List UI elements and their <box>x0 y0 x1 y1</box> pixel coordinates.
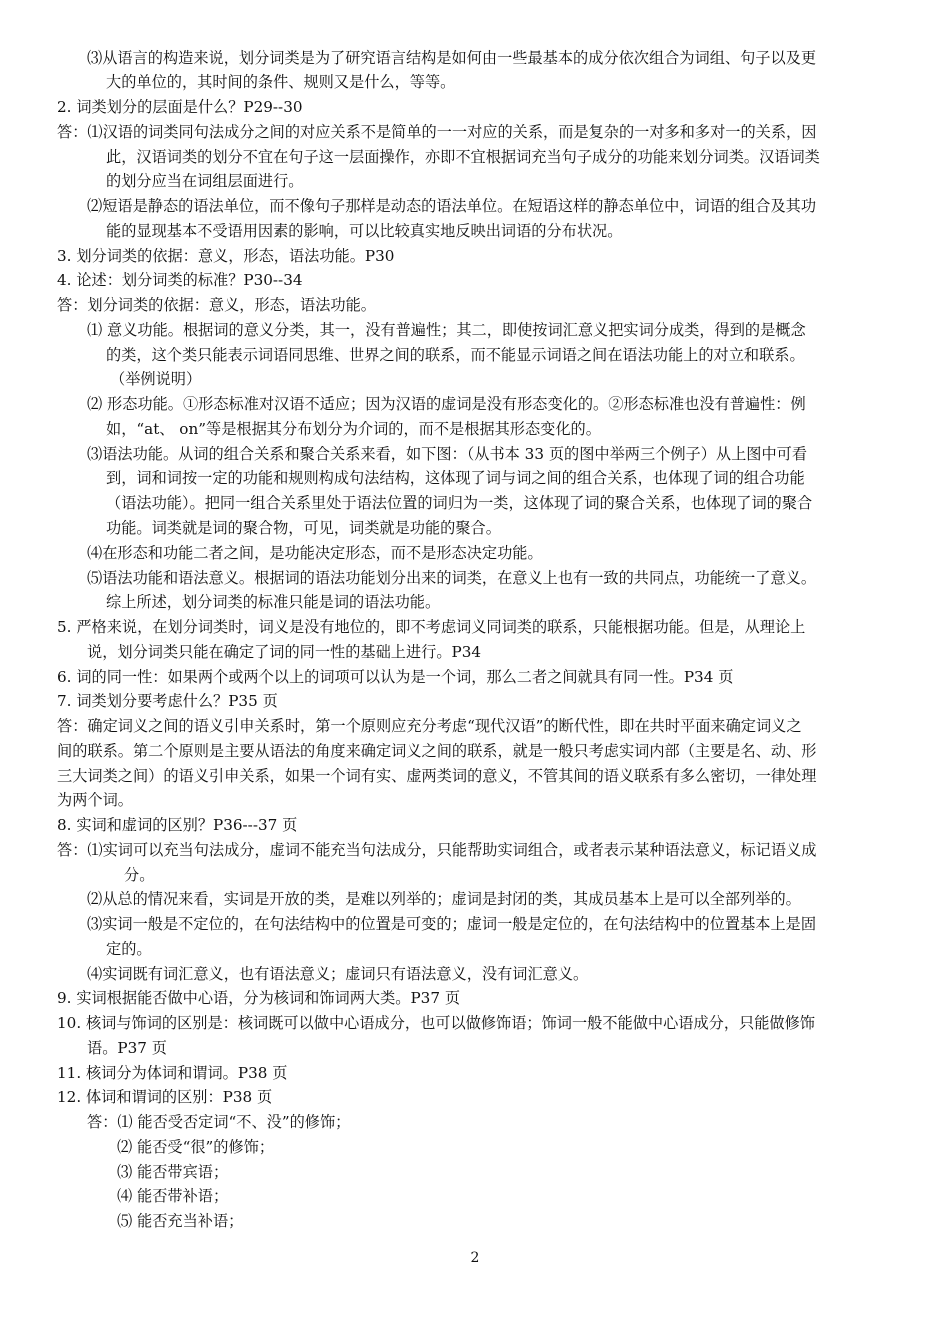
text-line: 能的显现基本不受语用因素的影响，可以比较真实地反映出词语的分布状况。 <box>106 222 623 240</box>
text-line: 三大词类之间）的语义引申关系，如果一个词有实、虚两类词的意义，不管其间的语义联系有多么密切，一律处理 <box>57 767 817 785</box>
text-line: 定的。 <box>106 940 152 958</box>
text-line: 分。 <box>124 866 155 884</box>
text-line: ⑸ 能否充当补语； <box>117 1212 244 1230</box>
text-line: 大的单位的，其时间的条件、规则又是什么，等等。 <box>106 73 456 91</box>
text-line: 间的联系。第二个原则是主要从语法的角度来确定词义之间的联系，就是一般只考虑实词内部（主要是名、动、形 <box>57 742 817 760</box>
text-line: 答：确定词义之间的语义引申关系时，第一个原则应充分考虑“现代汉语”的断代性，即在共时平面来确定词义之 <box>57 717 802 735</box>
text-line: ⑶语法功能。从词的组合关系和聚合关系来看，如下图：（从书本 33 页的图中举两三个例子）从上图中可看 <box>87 445 808 463</box>
text-line: ⑷实词既有词汇意义，也有语法意义；虚词只有语法意义，没有词汇意义。 <box>87 965 589 983</box>
text-line: 语。P37 页 <box>87 1039 167 1057</box>
text-line: ⑷ 能否带补语； <box>117 1187 229 1205</box>
text-line: 9. 实词根据能否做中心语，分为核词和饰词两大类。P37 页 <box>57 989 461 1007</box>
text-line: 10. 核词与饰词的区别是：核词既可以做中心语成分，也可以做修饰语；饰词一般不能做中心语成分，只能做修饰 <box>57 1014 815 1032</box>
text-line: 12. 体词和谓词的区别：P38 页 <box>57 1088 273 1106</box>
text-line: ⑸语法功能和语法意义。根据词的语法功能划分出来的词类，在意义上也有一致的共同点，功能统一了意义。 <box>87 569 816 587</box>
text-line: ⑶ 能否带宾语； <box>117 1163 229 1181</box>
text-line: 4. 论述：划分词类的标准？P30--34 <box>57 271 303 289</box>
text-line: ⑶从语言的构造来说，划分词类是为了研究语言结构是如何由一些最基本的成分依次组合为词组、句子以及更 <box>87 49 816 67</box>
text-line: 7. 词类划分要考虑什么？P35 页 <box>57 692 278 710</box>
text-line: 8. 实词和虚词的区别？P36---37 页 <box>57 816 298 834</box>
text-line: ⑵ 形态功能。①形态标准对汉语不适应；因为汉语的虚词是没有形态变化的。②形态标准也没有普遍性：例 <box>87 395 806 413</box>
text-line: ⑶实词一般是不定位的，在句法结构中的位置是可变的；虚词一般是定位的，在句法结构中的位置基本上是固 <box>87 915 816 933</box>
text-line: ⑴ 意义功能。根据词的意义分类，其一，没有普遍性；其二，即使按词汇意义把实词分成类，得到的是概念 <box>87 321 806 339</box>
text-line: 综上所述，划分词类的标准只能是词的语法功能。 <box>106 593 441 611</box>
text-line: 如，“at、 on”等是根据其分布划分为介词的，而不是根据其形态变化的。 <box>106 420 601 438</box>
text-line: 说，划分词类只能在确定了词的同一性的基础上进行。P34 <box>87 643 482 661</box>
text-line: 的类，这个类只能表示词语同思维、世界之间的联系，而不能显示词语之间在语法功能上的对立和联系。 <box>106 346 805 364</box>
text-line: 此，汉语词类的划分不宜在句子这一层面操作，亦即不宜根据词充当句子成分的功能来划分词类。汉语词类 <box>106 148 820 166</box>
text-line: 答：⑴实词可以充当句法成分，虚词不能充当句法成分，只能帮助实词组合，或者表示某种语法意义，标记语义成 <box>57 841 817 859</box>
text-line: ⑷在形态和功能二者之间，是功能决定形态，而不是形态决定功能。 <box>87 544 543 562</box>
text-line: 答：⑴汉语的词类同句法成分之间的对应关系不是简单的一一对应的关系，而是复杂的一对多和多对一的关系，因 <box>57 123 817 141</box>
text-line: （举例说明） <box>110 370 202 388</box>
text-line: 功能。词类就是词的聚合物，可见，词类就是功能的聚合。 <box>106 519 501 537</box>
text-line: （语法功能）。把同一组合关系里处于语法位置的词归为一类，这体现了词的聚合关系，也体现了词的聚合 <box>106 494 813 512</box>
text-line: 答：⑴ 能否受否定词“不、没”的修饰； <box>87 1113 351 1131</box>
text-line: 答：划分词类的依据：意义，形态，语法功能。 <box>57 296 376 314</box>
text-line: ⑵从总的情况来看，实词是开放的类，是难以列举的；虚词是封闭的类，其成员基本上是可以全部列举的。 <box>87 890 801 908</box>
text-line: 11. 核词分为体词和谓词。P38 页 <box>57 1064 288 1082</box>
text-line: 3. 划分词类的依据：意义，形态，语法功能。P30 <box>57 247 395 265</box>
text-line: 的划分应当在词组层面进行。 <box>106 172 304 190</box>
text-line: 为两个词。 <box>57 791 133 809</box>
text-line: 5. 严格来说，在划分词类时，词义是没有地位的，即不考虑词义同词类的联系，只能根据功能。但是，从理论上 <box>57 618 806 636</box>
text-line: ⑵ 能否受“很”的修饰； <box>117 1138 275 1156</box>
text-line: 6. 词的同一性：如果两个或两个以上的词项可以认为是一个词，那么二者之间就具有同一性。P34 页 <box>57 668 734 686</box>
page-number: 2 <box>470 1250 480 1266</box>
text-line: ⑵短语是静态的语法单位，而不像句子那样是动态的语法单位。在短语这样的静态单位中，词语的组合及其功 <box>87 197 816 215</box>
text-line: 2. 词类划分的层面是什么？P29--30 <box>57 98 303 116</box>
text-line: 到，词和词按一定的功能和规则构成句法结构，这体现了词与词之间的组合关系，也体现了词的组合功能 <box>106 469 805 487</box>
